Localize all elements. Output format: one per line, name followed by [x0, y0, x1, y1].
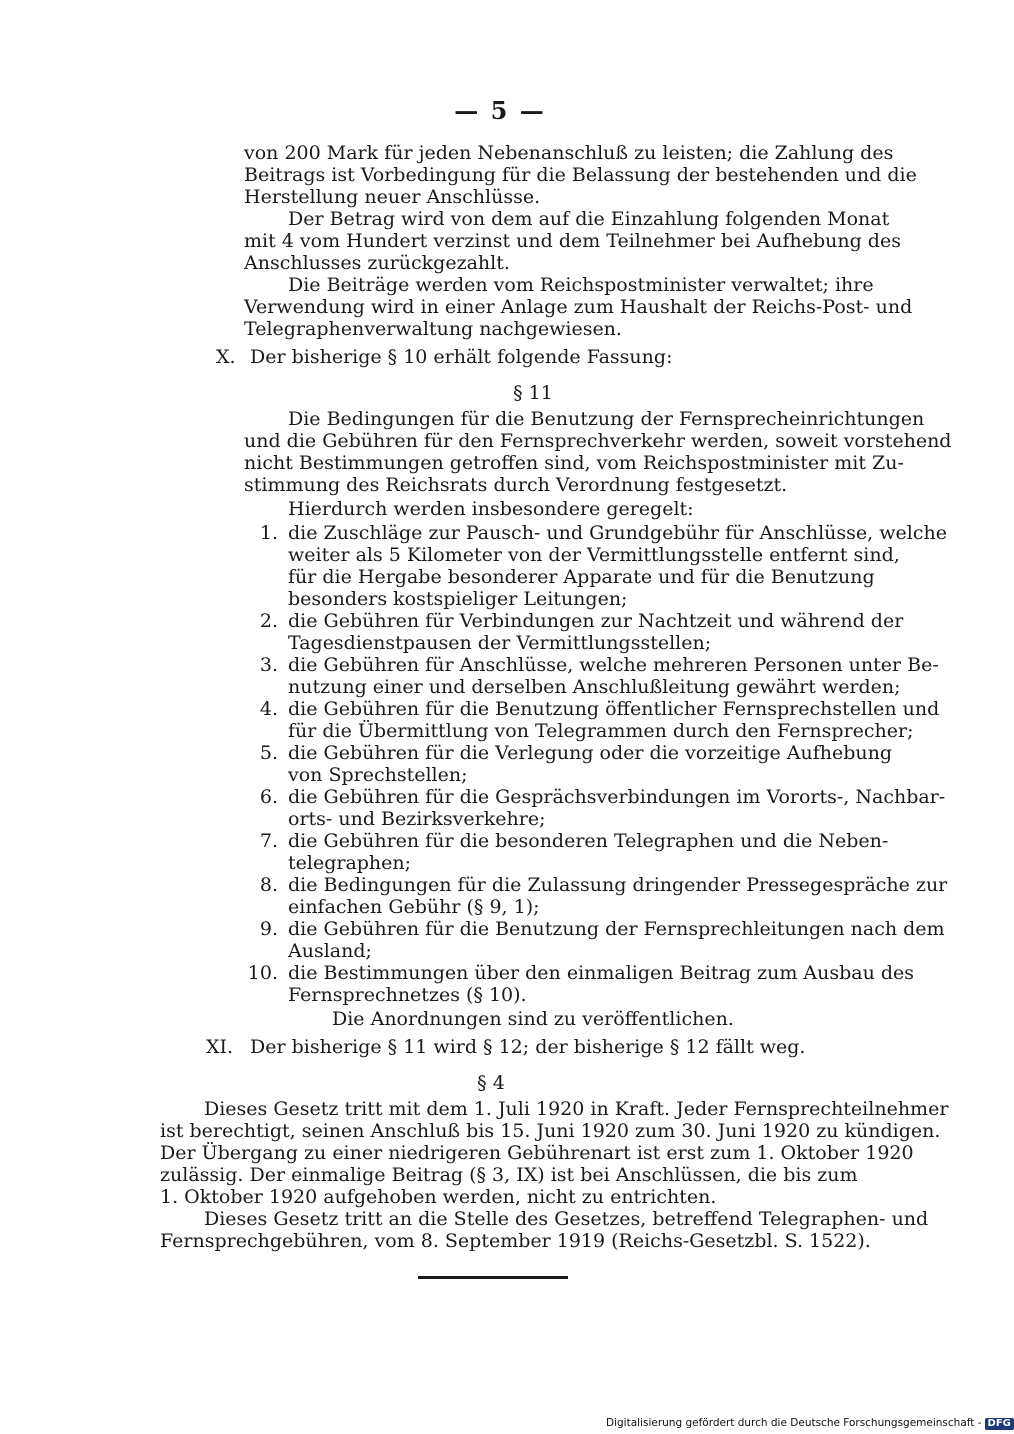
text-line: 1. Oktober 1920 aufgehoben werden, nicht zu entrichten.	[160, 1186, 717, 1208]
section-11-heading: § 11	[513, 382, 553, 404]
page-number: — 5 —	[454, 96, 546, 125]
list-item-number: 6.	[259, 786, 278, 808]
list-item-line: die Gebühren für die Benutzung der Fernsprechleitungen nach dem	[288, 918, 945, 940]
footer-text: Digitalisierung gefördert durch die Deutsche Forschungsgemeinschaft -	[606, 1417, 982, 1429]
item-xi-text: Der bisherige § 11 wird § 12; der bisherige § 12 fällt weg.	[250, 1036, 806, 1058]
text-line: Herstellung neuer Anschlüsse.	[244, 186, 541, 208]
list-item-line: die Gebühren für die Gesprächsverbindungen im Vororts-, Nachbar-	[288, 786, 946, 808]
text-line: Dieses Gesetz tritt an die Stelle des Gesetzes, betreffend Telegraphen- und	[204, 1208, 929, 1230]
text-line: nicht Bestimmungen getroffen sind, vom Reichspostminister mit Zu-	[244, 452, 904, 474]
list-item-line: Tagesdienstpausen der Vermittlungsstellen;	[288, 632, 712, 654]
list-item-line: die Zuschläge zur Pausch- und Grundgebühr für Anschlüsse, welche	[288, 522, 947, 544]
list-item-line: für die Übermittlung von Telegrammen durch den Fernsprecher;	[288, 720, 914, 742]
list-item-line: Fernsprechnetzes (§ 10).	[288, 984, 527, 1006]
text-line: und die Gebühren für den Fernsprechverkehr werden, soweit vorstehend	[244, 430, 952, 452]
text-line: Die Bedingungen für die Benutzung der Fernsprecheinrichtungen	[288, 408, 925, 430]
list-item-line: einfachen Gebühr (§ 9, 1);	[288, 896, 540, 918]
list-item-line: die Gebühren für Anschlüsse, welche mehreren Personen unter Be-	[288, 654, 939, 676]
text-line: Fernsprechgebühren, vom 8. September 1919 (Reichs-Gesetzbl. S. 1522).	[160, 1230, 871, 1252]
list-item-line: orts- und Bezirksverkehre;	[288, 808, 546, 830]
text-line: Verwendung wird in einer Anlage zum Haushalt der Reichs-Post- und	[244, 296, 913, 318]
list-item-number: 1.	[259, 522, 278, 544]
text-line: Beitrags ist Vorbedingung für die Belassung der bestehenden und die	[244, 164, 917, 186]
list-item-line: nutzung einer und derselben Anschlußleitung gewährt werden;	[288, 676, 901, 698]
list-item-number: 4.	[259, 698, 278, 720]
item-x-marker: X.	[216, 346, 236, 368]
list-item-number: 5.	[259, 742, 278, 764]
list-item-line: telegraphen;	[288, 852, 412, 874]
text-line: Anschlusses zurückgezahlt.	[244, 252, 510, 274]
section-4-heading: § 4	[477, 1072, 505, 1094]
list-item-number: 3.	[259, 654, 278, 676]
list-item-line: die Gebühren für die besonderen Telegraphen und die Neben-	[288, 830, 889, 852]
text-line: stimmung des Reichsrats durch Verordnung festgesetzt.	[244, 474, 788, 496]
section-11-closing: Die Anordnungen sind zu veröffentlichen.	[332, 1008, 734, 1030]
list-item-line: die Gebühren für Verbindungen zur Nachtzeit und während der	[288, 610, 904, 632]
text-line: zulässig. Der einmalige Beitrag (§ 3, IX) ist bei Anschlüssen, die bis zum	[160, 1164, 858, 1186]
list-item-line: die Bestimmungen über den einmaligen Beitrag zum Ausbau des	[288, 962, 915, 984]
item-x-text: Der bisherige § 10 erhält folgende Fassung:	[250, 346, 673, 368]
list-item-line: für die Hergabe besonderer Apparate und für die Benutzung	[288, 566, 875, 588]
text-line: Die Beiträge werden vom Reichspostminister verwaltet; ihre	[288, 274, 874, 296]
list-item-line: die Bedingungen für die Zulassung dringender Pressegespräche zur	[288, 874, 948, 896]
list-item-number: 2.	[259, 610, 278, 632]
text-line: Hierdurch werden insbesondere geregelt:	[288, 498, 694, 520]
list-item-line: Ausland;	[288, 940, 372, 962]
list-item-number: 9.	[259, 918, 278, 940]
item-xi-marker: XI.	[206, 1036, 234, 1058]
list-item-number: 10.	[247, 962, 278, 984]
text-line: ist berechtigt, seinen Anschluß bis 15. Juni 1920 zum 30. Juni 1920 zu kündigen.	[160, 1120, 941, 1142]
text-line: Dieses Gesetz tritt mit dem 1. Juli 1920 in Kraft. Jeder Fernsprechteilnehmer	[204, 1098, 949, 1120]
text-line: Der Betrag wird von dem auf die Einzahlung folgenden Monat	[288, 208, 890, 230]
list-item-line: besonders kostspieliger Leitungen;	[288, 588, 628, 610]
list-item-line: von Sprechstellen;	[288, 764, 468, 786]
text-line: Telegraphenverwaltung nachgewiesen.	[244, 318, 622, 340]
list-item-number: 7.	[259, 830, 278, 852]
text-line: mit 4 vom Hundert verzinst und dem Teilnehmer bei Aufhebung des	[244, 230, 901, 252]
dfg-logo: DFG	[985, 1418, 1014, 1430]
list-item-number: 8.	[259, 874, 278, 896]
list-item-line: weiter als 5 Kilometer von der Vermittlungsstelle entfernt sind,	[288, 544, 900, 566]
end-rule	[418, 1276, 568, 1279]
list-item-line: die Gebühren für die Benutzung öffentlicher Fernsprechstellen und	[288, 698, 940, 720]
footer-credit	[606, 1417, 1014, 1430]
list-item-line: die Gebühren für die Verlegung oder die vorzeitige Aufhebung	[288, 742, 893, 764]
text-line: von 200 Mark für jeden Nebenanschluß zu leisten; die Zahlung des	[244, 142, 894, 164]
text-line: Der Übergang zu einer niedrigeren Gebührenart ist erst zum 1. Oktober 1920	[160, 1142, 914, 1164]
